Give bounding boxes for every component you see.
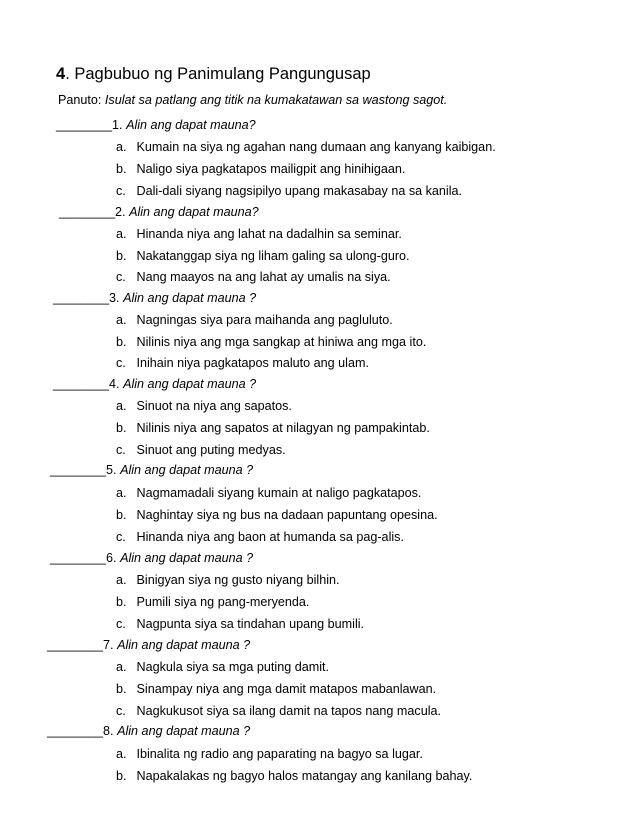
- option-b: [116, 682, 436, 696]
- option-letter: c.: [116, 184, 126, 198]
- section-number: 4: [56, 65, 66, 83]
- answer-blank[interactable]: ________: [53, 291, 110, 305]
- answer-blank[interactable]: ________: [47, 724, 104, 738]
- option-text: Nang maayos na ang lahat ay umalis na siya.: [136, 270, 391, 284]
- question-text: Alin ang dapat mauna ?: [120, 551, 254, 565]
- option-text: Hinanda niya ang lahat na dadalhin sa seminar.: [136, 227, 402, 241]
- option-letter: a.: [116, 660, 127, 674]
- question-text: Alin ang dapat mauna ?: [123, 291, 257, 305]
- question-number: 5.: [106, 463, 121, 477]
- option-a: [116, 573, 340, 587]
- option-text: Nagpunta siya sa tindahan upang bumili.: [136, 617, 365, 631]
- option-b: [116, 508, 438, 522]
- answer-blank[interactable]: ________: [50, 463, 107, 477]
- question-number: 7.: [103, 638, 118, 652]
- option-a: [116, 747, 423, 761]
- option-letter: b.: [116, 162, 127, 176]
- option-text: Inihain niya pagkatapos maluto ang ulam.: [136, 356, 369, 370]
- option-text: Sinuot ang puting medyas.: [136, 443, 286, 457]
- option-text: Nagkukusot siya sa ilang damit na tapos nang macula.: [136, 704, 442, 718]
- question-number: 4.: [109, 377, 124, 391]
- option-a: [116, 227, 402, 241]
- answer-blank[interactable]: ________: [47, 638, 104, 652]
- question-5: [50, 463, 253, 477]
- option-b: [116, 249, 410, 263]
- option-text: Pumili siya ng pang-meryenda.: [136, 595, 310, 609]
- option-letter: b.: [116, 595, 127, 609]
- question-text: Alin ang dapat mauna?: [126, 118, 256, 132]
- question-number: 1.: [112, 118, 127, 132]
- option-text: Ibinalita ng radio ang paparating na bagyo sa lugar.: [136, 747, 423, 761]
- option-a: [116, 399, 292, 413]
- question-text: Alin ang dapat mauna ?: [117, 638, 251, 652]
- option-letter: a.: [116, 140, 127, 154]
- option-b: [116, 335, 426, 349]
- option-text: Nagkula siya sa mga puting damit.: [136, 660, 330, 674]
- option-c: [116, 443, 286, 457]
- question-number: 8.: [103, 724, 118, 738]
- option-a: [116, 660, 329, 674]
- option-letter: a.: [116, 573, 127, 587]
- option-text: Naghintay siya ng bus na dadaan papuntang opesina.: [136, 508, 438, 522]
- option-letter: b.: [116, 769, 127, 783]
- answer-blank[interactable]: ________: [59, 205, 116, 219]
- option-a: [116, 313, 393, 327]
- option-text: Binigyan siya ng gusto niyang bilhin.: [136, 573, 340, 587]
- option-b: [116, 595, 309, 609]
- option-text: Nilinis niya ang mga sangkap at hiniwa ang mga ito.: [136, 335, 427, 349]
- question-text: Alin ang dapat mauna ?: [120, 463, 254, 477]
- option-letter: b.: [116, 682, 127, 696]
- option-c: [116, 184, 462, 198]
- question-2: [59, 205, 259, 219]
- option-c: [116, 704, 441, 718]
- option-a: [116, 486, 421, 500]
- option-letter: a.: [116, 227, 127, 241]
- question-text: Alin ang dapat mauna ?: [123, 377, 257, 391]
- option-b: [116, 162, 405, 176]
- question-number: 3.: [109, 291, 124, 305]
- option-text: Nilinis niya ang sapatos at nilagyan ng pampakintab.: [136, 421, 430, 435]
- question-7: [47, 638, 250, 652]
- option-letter: c.: [116, 356, 126, 370]
- question-text: Alin ang dapat mauna ?: [117, 724, 251, 738]
- option-b: [116, 769, 472, 783]
- question-text: Alin ang dapat mauna?: [129, 205, 259, 219]
- instruction-label: Panuto:: [58, 93, 105, 107]
- question-number: 2.: [115, 205, 130, 219]
- option-letter: c.: [116, 617, 126, 631]
- option-c: [116, 530, 404, 544]
- option-text: Hinanda niya ang baon at humanda sa pag-alis.: [136, 530, 404, 544]
- option-text: Nakatanggap siya ng liham galing sa ulong-guro.: [136, 249, 410, 263]
- answer-blank[interactable]: ________: [50, 551, 107, 565]
- option-text: Kumain na siya ng agahan nang dumaan ang kanyang kaibigan.: [136, 140, 496, 154]
- option-c: [116, 356, 369, 370]
- option-letter: a.: [116, 313, 127, 327]
- question-6: [50, 551, 253, 565]
- option-text: Nagmamadali siyang kumain at naligo pagkatapos.: [136, 486, 422, 500]
- question-8: [47, 724, 250, 738]
- option-text: Napakalakas ng bagyo halos matangay ang kanilang bahay.: [136, 769, 473, 783]
- section-title: [56, 65, 371, 84]
- option-text: Dali-dali siyang nagsipilyo upang makasabay na sa kanila.: [136, 184, 463, 198]
- instruction: [58, 93, 447, 107]
- option-text: Nagningas siya para maihanda ang pagluluto.: [136, 313, 393, 327]
- option-letter: c.: [116, 530, 126, 544]
- option-letter: b.: [116, 335, 127, 349]
- option-c: [116, 270, 391, 284]
- option-letter: c.: [116, 704, 126, 718]
- option-letter: a.: [116, 486, 127, 500]
- option-text: Sinampay niya ang mga damit matapos mabanlawan.: [136, 682, 437, 696]
- option-letter: c.: [116, 270, 126, 284]
- answer-blank[interactable]: ________: [53, 377, 110, 391]
- option-c: [116, 617, 364, 631]
- option-letter: a.: [116, 399, 127, 413]
- option-letter: b.: [116, 249, 127, 263]
- option-letter: a.: [116, 747, 127, 761]
- instruction-text: Isulat sa patlang ang titik na kumakatawan sa wastong sagot.: [104, 93, 448, 107]
- question-3: [53, 291, 256, 305]
- option-a: [116, 140, 496, 154]
- option-text: Naligo siya pagkatapos mailigpit ang hinihigaan.: [136, 162, 406, 176]
- question-4: [53, 377, 256, 391]
- section-title-text: . Pagbubuo ng Panimulang Pangungusap: [65, 65, 371, 83]
- answer-blank[interactable]: ________: [56, 118, 113, 132]
- option-b: [116, 421, 430, 435]
- option-text: Sinuot na niya ang sapatos.: [136, 399, 292, 413]
- option-letter: c.: [116, 443, 126, 457]
- question-number: 6.: [106, 551, 121, 565]
- option-letter: b.: [116, 508, 127, 522]
- option-letter: b.: [116, 421, 127, 435]
- question-1: [56, 118, 256, 132]
